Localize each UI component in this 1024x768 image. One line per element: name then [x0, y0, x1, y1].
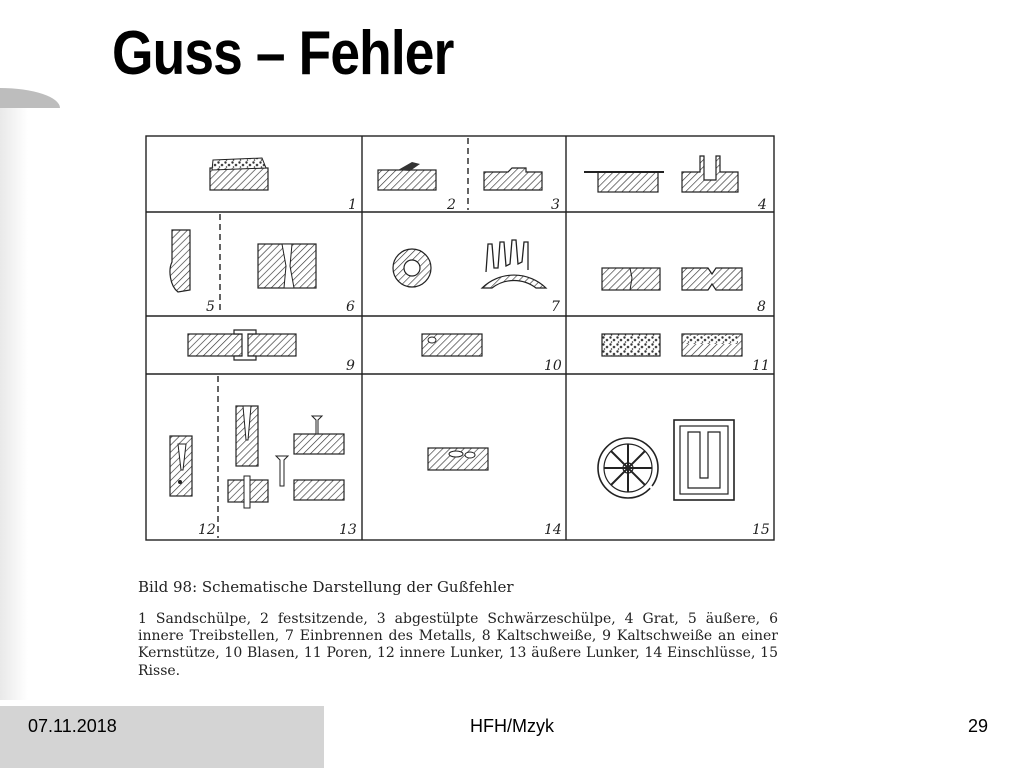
panel-number-10: 10: [544, 358, 562, 374]
defect-sketch-9: [188, 330, 296, 360]
figure-caption-text: 1 Sandschülpe, 2 festsitzende, 3 abgestülpte Schwärzeschülpe, 4 Grat, 5 äußere, 6 innere Treibstellen, 7 Einbrennen des Metalls, 8 Kaltschweiße, 9 Kaltschweiße an einer Kernstütze, 10 Blasen, 11 Poren, 12 innere Lunker, 13 äußere Lunker, 14 Einschlüsse, 15 Risse.: [138, 611, 778, 679]
panel-number-6: 6: [346, 299, 355, 315]
footer-date: 07.11.2018: [28, 716, 117, 736]
defect-sketch-15: [598, 420, 734, 500]
panel-number-12: 12: [198, 522, 216, 538]
panel-number-2: 2: [447, 197, 456, 213]
defect-sketch-5: [170, 230, 190, 292]
footer-author: HFH/Mzyk: [470, 716, 554, 736]
defect-sketch-3: [484, 168, 542, 190]
slide-title: Guss – Fehler: [112, 19, 454, 88]
panel-number-8: 8: [757, 299, 766, 315]
defect-sketch-14: [428, 448, 488, 470]
figure-caption-title: Bild 98: Schematische Darstellung der Gußfehler: [138, 578, 514, 596]
defect-sketch-11: [602, 334, 742, 356]
panel-number-5: 5: [206, 299, 215, 315]
panel-number-11: 11: [752, 358, 770, 374]
defect-sketch-12: [170, 436, 192, 496]
defect-sketch-1: [210, 158, 268, 190]
panel-number-15: 15: [752, 522, 770, 538]
panel-number-1: 1: [348, 197, 357, 213]
panel-number-9: 9: [346, 358, 355, 374]
defect-sketch-6: [258, 244, 316, 288]
panel-number-14: 14: [544, 522, 562, 538]
defect-sketch-13: [228, 406, 344, 508]
defect-sketch-8: [602, 268, 742, 290]
panel-number-3: 3: [551, 197, 560, 213]
defect-sketch-2: [378, 162, 436, 190]
defect-sketch-10: [422, 334, 482, 356]
defect-sketch-7: [393, 240, 546, 288]
page-number: 29: [967, 716, 988, 736]
defect-sketch-4: [584, 156, 738, 192]
panel-number-4: 4: [758, 197, 767, 213]
panel-number-13: 13: [339, 522, 357, 538]
panel-number-7: 7: [551, 299, 560, 315]
